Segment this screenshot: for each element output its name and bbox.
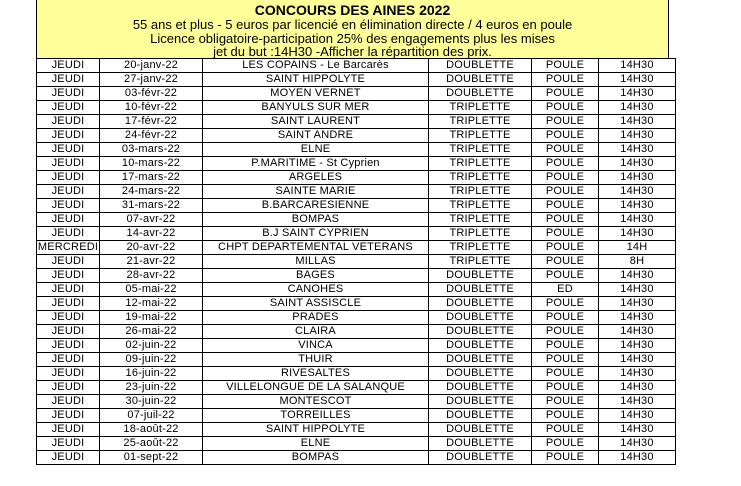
format-cell: TRIPLETTE [429,129,532,143]
time-cell: 14H30 [599,353,676,367]
time-cell: 14H30 [599,157,676,171]
date-cell: 18-août-22 [100,423,203,437]
date-cell: 05-mai-22 [100,283,203,297]
table-row [37,143,676,157]
format-cell: DOUBLETTE [429,87,532,101]
venue-cell: SAINT HIPPOLYTE [203,423,429,437]
page-title: CONCOURS DES AINES 2022 [254,2,451,18]
table-row [37,199,676,213]
table-row [37,255,676,269]
venue-cell: VILLELONGUE DE LA SALANQUE [203,381,429,395]
table-row [37,423,676,437]
date-cell: 19-mai-22 [100,311,203,325]
format-cell: TRIPLETTE [429,171,532,185]
venue-cell: B.J SAINT CYPRIEN [203,227,429,241]
time-cell: 14H30 [599,129,676,143]
table-row [37,73,676,87]
time-cell: 14H30 [599,381,676,395]
day-cell: JEUDI [37,395,100,409]
licence-note: Licence obligatoire-participation 25% des engagements plus les mises [150,30,555,46]
day-cell: JEUDI [37,283,100,297]
venue-cell: P.MARITIME - St Cyprien [203,157,429,171]
venue-cell: BOMPAS [203,451,429,465]
mode-cell: POULE [532,451,599,465]
date-cell: 03-mars-22 [100,143,203,157]
table-row [37,367,676,381]
venue-cell: SAINT HIPPOLYTE [203,73,429,87]
time-cell: 14H30 [599,185,676,199]
day-cell: JEUDI [37,171,100,185]
day-cell: JEUDI [37,255,100,269]
schedule-table-body [37,59,676,465]
day-cell: JEUDI [37,129,100,143]
format-cell: DOUBLETTE [429,283,532,297]
mode-cell: POULE [532,101,599,115]
table-row [37,87,676,101]
mode-cell: POULE [532,129,599,143]
venue-cell: MONTESCOT [203,395,429,409]
venue-cell: ELNE [203,437,429,451]
date-cell: 17-mars-22 [100,171,203,185]
format-cell: TRIPLETTE [429,213,532,227]
format-cell: DOUBLETTE [429,409,532,423]
venue-cell: CANOHES [203,283,429,297]
table-row [37,269,676,283]
date-cell: 12-mai-22 [100,297,203,311]
format-cell: DOUBLETTE [429,269,532,283]
venue-cell: RIVESALTES [203,367,429,381]
mode-cell: POULE [532,325,599,339]
format-cell: DOUBLETTE [429,381,532,395]
mode-cell: POULE [532,73,599,87]
format-cell: TRIPLETTE [429,241,532,255]
format-cell: DOUBLETTE [429,437,532,451]
table-row [37,129,676,143]
venue-cell: MILLAS [203,255,429,269]
table-row [37,409,676,423]
format-cell: DOUBLETTE [429,353,532,367]
mode-cell: POULE [532,59,599,73]
mode-cell: POULE [532,227,599,241]
schedule-sheet [36,0,669,465]
time-cell: 14H30 [599,423,676,437]
date-cell: 07-avr-22 [100,213,203,227]
time-cell: 14H30 [599,213,676,227]
format-cell: DOUBLETTE [429,423,532,437]
venue-cell: MOYEN VERNET [203,87,429,101]
venue-cell: VINCA [203,339,429,353]
table-row [37,185,676,199]
format-cell: TRIPLETTE [429,115,532,129]
time-cell: 14H30 [599,199,676,213]
date-cell: 10-mars-22 [100,157,203,171]
venue-cell: SAINT ASSISCLE [203,297,429,311]
format-cell: DOUBLETTE [429,325,532,339]
day-cell: JEUDI [37,325,100,339]
format-cell: TRIPLETTE [429,143,532,157]
format-cell: TRIPLETTE [429,185,532,199]
mode-cell: POULE [532,255,599,269]
day-cell: JEUDI [37,213,100,227]
mode-cell: POULE [532,269,599,283]
table-row [37,339,676,353]
venue-cell: BOMPAS [203,213,429,227]
date-cell: 28-avr-22 [100,269,203,283]
format-cell: DOUBLETTE [429,297,532,311]
date-cell: 31-mars-22 [100,199,203,213]
time-cell: 14H30 [599,437,676,451]
date-cell: 16-juin-22 [100,367,203,381]
time-cell: 14H30 [599,59,676,73]
date-cell: 27-janv-22 [100,73,203,87]
table-row [37,353,676,367]
date-cell: 14-avr-22 [100,227,203,241]
mode-cell: POULE [532,409,599,423]
venue-cell: LES COPAINS - Le Barcarès [203,59,429,73]
table-row [37,395,676,409]
venue-cell: SAINT LAURENT [203,115,429,129]
time-cell: 14H30 [599,143,676,157]
table-row [37,171,676,185]
venue-cell: SAINTE MARIE [203,185,429,199]
mode-cell: POULE [532,87,599,101]
day-cell: JEUDI [37,381,100,395]
schedule-table [36,58,676,465]
format-cell: TRIPLETTE [429,101,532,115]
format-cell: TRIPLETTE [429,255,532,269]
day-cell: JEUDI [37,269,100,283]
day-cell: JEUDI [37,437,100,451]
mode-cell: POULE [532,311,599,325]
day-cell: JEUDI [37,73,100,87]
day-cell: JEUDI [37,185,100,199]
date-cell: 24-mars-22 [100,185,203,199]
mode-cell: ED [532,283,599,297]
mode-cell: POULE [532,157,599,171]
time-cell: 14H [599,241,676,255]
mode-cell: POULE [532,353,599,367]
time-cell: 14H30 [599,115,676,129]
mode-cell: POULE [532,423,599,437]
day-cell: JEUDI [37,339,100,353]
mode-cell: POULE [532,395,599,409]
venue-cell: BANYULS SUR MER [203,101,429,115]
table-row [37,157,676,171]
table-row [37,241,676,255]
date-cell: 10-févr-22 [100,101,203,115]
format-cell: DOUBLETTE [429,339,532,353]
date-cell: 09-juin-22 [100,353,203,367]
mode-cell: POULE [532,241,599,255]
day-cell: JEUDI [37,59,100,73]
venue-cell: BAGES [203,269,429,283]
time-cell: 14H30 [599,73,676,87]
format-cell: DOUBLETTE [429,451,532,465]
venue-cell: SAINT ANDRE [203,129,429,143]
venue-cell: ARGELES [203,171,429,185]
format-cell: TRIPLETTE [429,199,532,213]
time-cell: 14H30 [599,269,676,283]
date-cell: 07-juil-22 [100,409,203,423]
mode-cell: POULE [532,143,599,157]
day-cell: JEUDI [37,311,100,325]
date-cell: 20-janv-22 [100,59,203,73]
start-time-note: jet du but :14H30 -Afficher la répartition des prix. [213,44,492,59]
table-row [37,283,676,297]
table-row [37,437,676,451]
time-cell: 14H30 [599,227,676,241]
day-cell: JEUDI [37,227,100,241]
table-row [37,115,676,129]
pricing-note: 55 ans et plus - 5 euros par licencié en élimination directe / 4 euros en poule [132,17,573,32]
mode-cell: POULE [532,367,599,381]
date-cell: 21-avr-22 [100,255,203,269]
venue-cell: TORREILLES [203,409,429,423]
venue-cell: CLAIRA [203,325,429,339]
time-cell: 14H30 [599,311,676,325]
mode-cell: POULE [532,185,599,199]
venue-cell: ELNE [203,143,429,157]
date-cell: 20-avr-22 [100,241,203,255]
date-cell: 30-juin-22 [100,395,203,409]
format-cell: DOUBLETTE [429,367,532,381]
venue-cell: PRADES [203,311,429,325]
day-cell: JEUDI [37,87,100,101]
date-cell: 26-mai-22 [100,325,203,339]
time-cell: 14H30 [599,101,676,115]
day-cell: JEUDI [37,409,100,423]
time-cell: 14H30 [599,451,676,465]
day-cell: JEUDI [37,423,100,437]
time-cell: 14H30 [599,409,676,423]
table-row [37,59,676,73]
mode-cell: POULE [532,297,599,311]
time-cell: 14H30 [599,395,676,409]
day-cell: JEUDI [37,157,100,171]
format-cell: DOUBLETTE [429,311,532,325]
time-cell: 14H30 [599,297,676,311]
format-cell: DOUBLETTE [429,73,532,87]
format-cell: DOUBLETTE [429,395,532,409]
format-cell: TRIPLETTE [429,157,532,171]
mode-cell: POULE [532,339,599,353]
venue-cell: B.BARCARESIENNE [203,199,429,213]
table-row [37,451,676,465]
date-cell: 24-févr-22 [100,129,203,143]
time-cell: 14H30 [599,325,676,339]
date-cell: 03-févr-22 [100,87,203,101]
time-cell: 14H30 [599,171,676,185]
time-cell: 14H30 [599,283,676,297]
day-cell: JEUDI [37,199,100,213]
venue-cell: THUIR [203,353,429,367]
day-cell: JEUDI [37,451,100,465]
header-banner [36,0,669,58]
date-cell: 17-févr-22 [100,115,203,129]
date-cell: 23-juin-22 [100,381,203,395]
time-cell: 8H [599,255,676,269]
day-cell: JEUDI [37,367,100,381]
table-row [37,297,676,311]
mode-cell: POULE [532,199,599,213]
table-row [37,227,676,241]
date-cell: 25-août-22 [100,437,203,451]
date-cell: 01-sept-22 [100,451,203,465]
format-cell: TRIPLETTE [429,227,532,241]
day-cell: JEUDI [37,115,100,129]
table-row [37,101,676,115]
day-cell: JEUDI [37,143,100,157]
mode-cell: POULE [532,437,599,451]
time-cell: 14H30 [599,339,676,353]
table-row [37,325,676,339]
day-cell: MERCREDI [37,241,99,253]
venue-cell: CHPT DEPARTEMENTAL VETERANS [203,241,429,255]
mode-cell: POULE [532,213,599,227]
table-row [37,213,676,227]
mode-cell: POULE [532,115,599,129]
table-row [37,381,676,395]
format-cell: DOUBLETTE [429,59,532,73]
day-cell: JEUDI [37,353,100,367]
table-row [37,311,676,325]
day-cell: JEUDI [37,101,100,115]
time-cell: 14H30 [599,367,676,381]
mode-cell: POULE [532,381,599,395]
day-cell: JEUDI [37,297,100,311]
date-cell: 02-juin-22 [100,339,203,353]
mode-cell: POULE [532,171,599,185]
time-cell: 14H30 [599,87,676,101]
